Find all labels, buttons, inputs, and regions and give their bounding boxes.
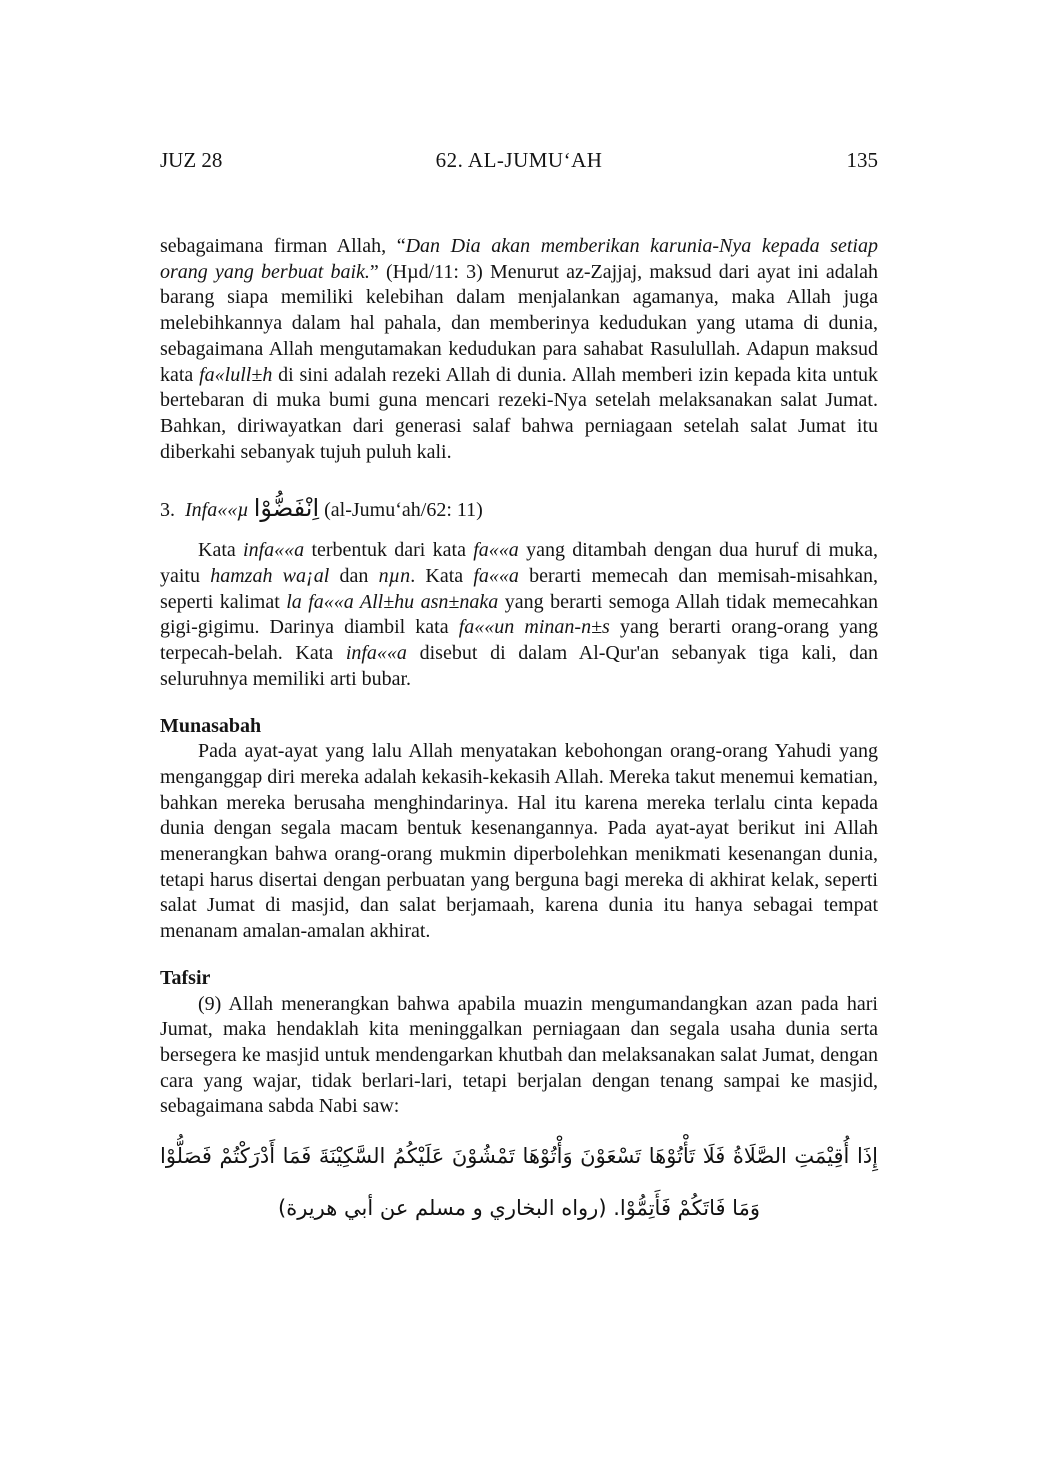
- paragraph-continuation: sebagaimana firman Allah, “Dan Dia akan memberikan karunia-Nya kepada setiap orang yang berbuat baik.” (Hµd/11: 3) Menurut az-Zajjaj, maksud dari ayat ini adalah barang siapa memiliki kelebihan dalam menjalankan agamanya, maka Allah juga melebihkannya dalam hal pahala, dan memberinya kedudukan yang utama di dunia, sebagaimana Allah mengutamakan kedudukan para sahabat Rasulullah. Adapun maksud kata fa«lull±h di sini adalah rezeki Allah di dunia. Allah memberi izin kepada kita untuk bertebaran di muka bumi guna mencari rezeki-Nya setelah melaksanakan salat Jumat. Bahkan, diriwayatkan dari generasi salaf bahwa perniagaan setelah salat Jumat itu diberkahi sebanyak tujuh puluh kali.: [160, 235, 879, 463]
- juz-label: JUZ 28: [160, 148, 223, 172]
- tafsir-heading: Tafsir: [160, 966, 211, 989]
- hadith-line-2: وَمَا فَاتَكُمْ فَأَتِمُّوْا. (رواه البخاري و مسلم عن أبي هريرة): [278, 1196, 760, 1221]
- section-heading-infaddu: 3. Infa««µ اِنْفَضُّوْا (al-Jumu‘ah/62: 11): [160, 494, 483, 523]
- hadith-arabic-block: [160, 1130, 878, 1234]
- surah-title: 62. AL-JUMU‘AH: [435, 148, 603, 172]
- paragraph-munasabah: Pada ayat-ayat yang lalu Allah menyatakan kebohongan orang-orang Yahudi yang menganggap diri mereka adalah kekasih-kekasih Allah. Mereka takut menemui kematian, bahkan mereka berusaha menghindarinya. Hal itu karena mereka terlalu cinta kepada dunia dengan segala macam bentuk kesenangannya. Pada ayat-ayat berikut ini Allah menerangkan bahwa orang-orang mukmin diperbolehkan menikmati kesenangan dunia, tetapi harus disertai dengan perbuatan yang berguna bagi mereka di akhirat kelak, seperti salat Jumat di masjid, dan salat berjamaah, karena dunia itu hanya sebagai tempat menanam amalan-amalan akhirat.: [160, 740, 878, 943]
- page-number: 135: [846, 148, 878, 172]
- page-header: [160, 148, 878, 173]
- paragraph-infadda: Kata infa««a terbentuk dari kata fa««a yang ditambah dengan dua huruf di muka, yaitu hamzah wa¡al dan nµn. Kata fa««a berarti memecah dan memisah-misahkan, seperti kalimat la fa««a All±hu asn±naka yang berarti semoga Allah tidak memecahkan gigi-gigimu. Darinya diambil kata fa««un minan-n±s yang berarti orang-orang yang terpecah-belah. Kata infa««a disebut di dalam Al-Qur'an sebanyak tiga kali, dan seluruhnya memiliki arti bubar.: [160, 539, 878, 690]
- page-body: [160, 234, 878, 1234]
- munasabah-heading: Munasabah: [160, 714, 262, 737]
- paragraph-tafsir: (9) Allah menerangkan bahwa apabila muazin mengumandangkan azan pada hari Jumat, maka hendaklah kita meninggalkan perniagaan dan segala usaha dunia serta bersegera ke masjid untuk mendengarkan khutbah dan melaksanakan salat Jumat, dengan cara yang wajar, tidak berlari-lari, tetapi berjalan dengan tenang sampai ke masjid, sebagaimana sabda Nabi saw:: [160, 992, 878, 1118]
- hadith-line-1: إِذَا أُقِيْمَتِ الصَّلَاةُ فَلَا تَأْتُوْهَا تَسْعَوْنَ وَأْتُوْهَا تَمْشُوْنَ عَلَيْكُمُ السَّكِيْنَةَ فَمَا أَدْرَكْتُمْ فَصَلُّوْا: [160, 1144, 878, 1169]
